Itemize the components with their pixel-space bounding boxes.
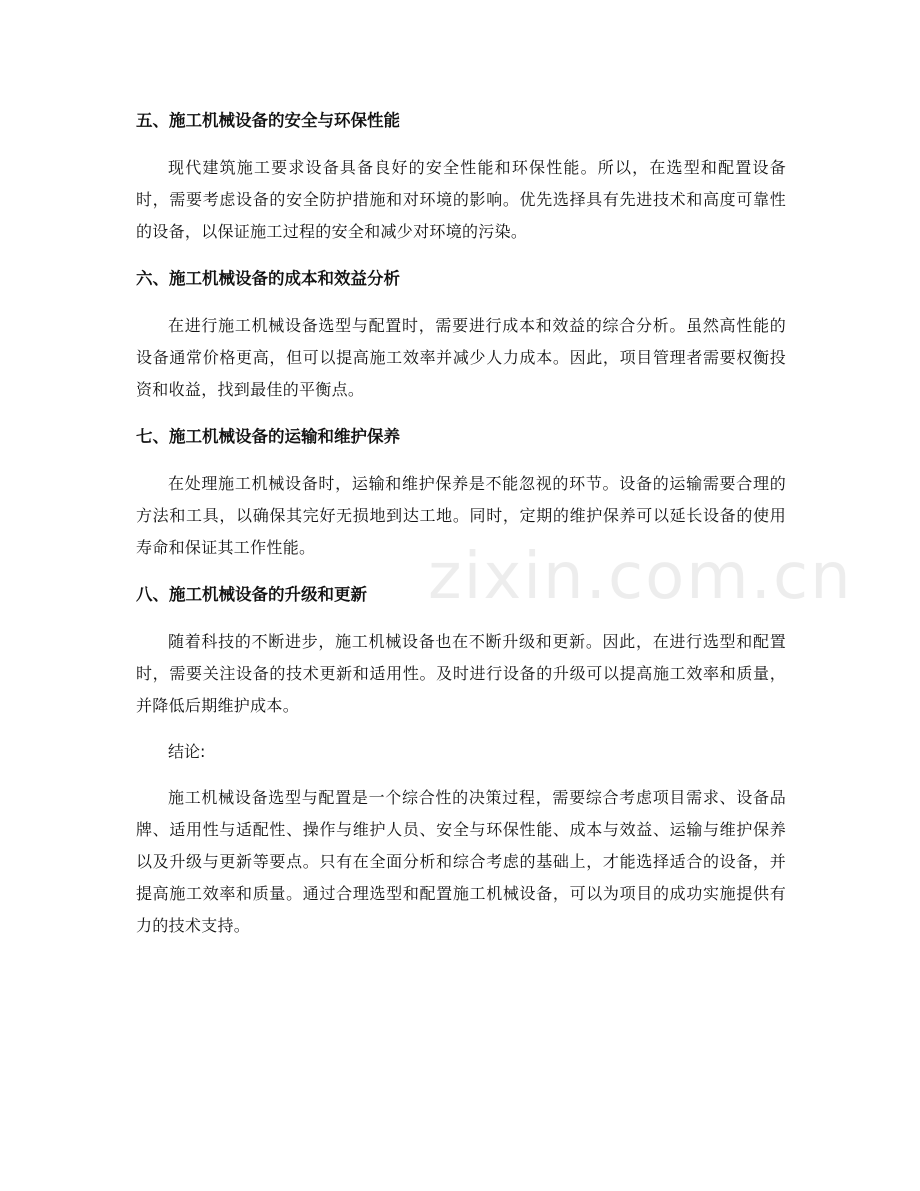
conclusion-paragraph: 施工机械设备选型与配置是一个综合性的决策过程，需要综合考虑项目需求、设备品牌、适用性与适配性、操作与维护人员、安全与环保性能、成本与效益、运输与维护保养以及升级与更新等要点。只有在全面分析和综合考虑的基础上，才能选择适合的设备，并提高施工效率和质量。通过合理选型和配置施工机械设备，可以为项目的成功实施提供有力的技术支持。 [136, 788, 786, 935]
section-heading: 七、施工机械设备的运输和维护保养 [136, 427, 400, 446]
section-heading: 八、施工机械设备的升级和更新 [136, 585, 367, 604]
document-content [136, 104, 786, 956]
section-heading: 六、施工机械设备的成本和效益分析 [136, 269, 400, 288]
section-paragraph: 现代建筑施工要求设备具备良好的安全性能和环保性能。所以，在选型和配置设备时，需要考虑设备的安全防护措施和对环境的影响。优先选择具有先进技术和高度可靠性的设备，以保证施工过程的安全和减少对环境的污染。 [136, 158, 786, 241]
section-paragraph: 在处理施工机械设备时，运输和维护保养是不能忽视的环节。设备的运输需要合理的方法和工具，以确保其完好无损地到达工地。同时，定期的维护保养可以延长设备的使用寿命和保证其工作性能。 [136, 474, 786, 557]
conclusion-label: 结论: [168, 742, 206, 761]
conclusion [136, 736, 786, 942]
watermark: zixin.com.cn [428, 540, 853, 614]
section-6 [136, 262, 786, 406]
section-paragraph: 在进行施工机械设备选型与配置时，需要进行成本和效益的综合分析。虽然高性能的设备通常价格更高，但可以提高施工效率并减少人力成本。因此，项目管理者需要权衡投资和收益，找到最佳的平衡点。 [136, 316, 786, 399]
section-5 [136, 104, 786, 248]
section-heading: 五、施工机械设备的安全与环保性能 [136, 111, 400, 130]
section-8 [136, 578, 786, 722]
section-paragraph: 随着科技的不断进步，施工机械设备也在不断升级和更新。因此，在进行选型和配置时，需要关注设备的技术更新和适用性。及时进行设备的升级可以提高施工效率和质量，并降低后期维护成本。 [136, 632, 786, 715]
section-7 [136, 420, 786, 564]
